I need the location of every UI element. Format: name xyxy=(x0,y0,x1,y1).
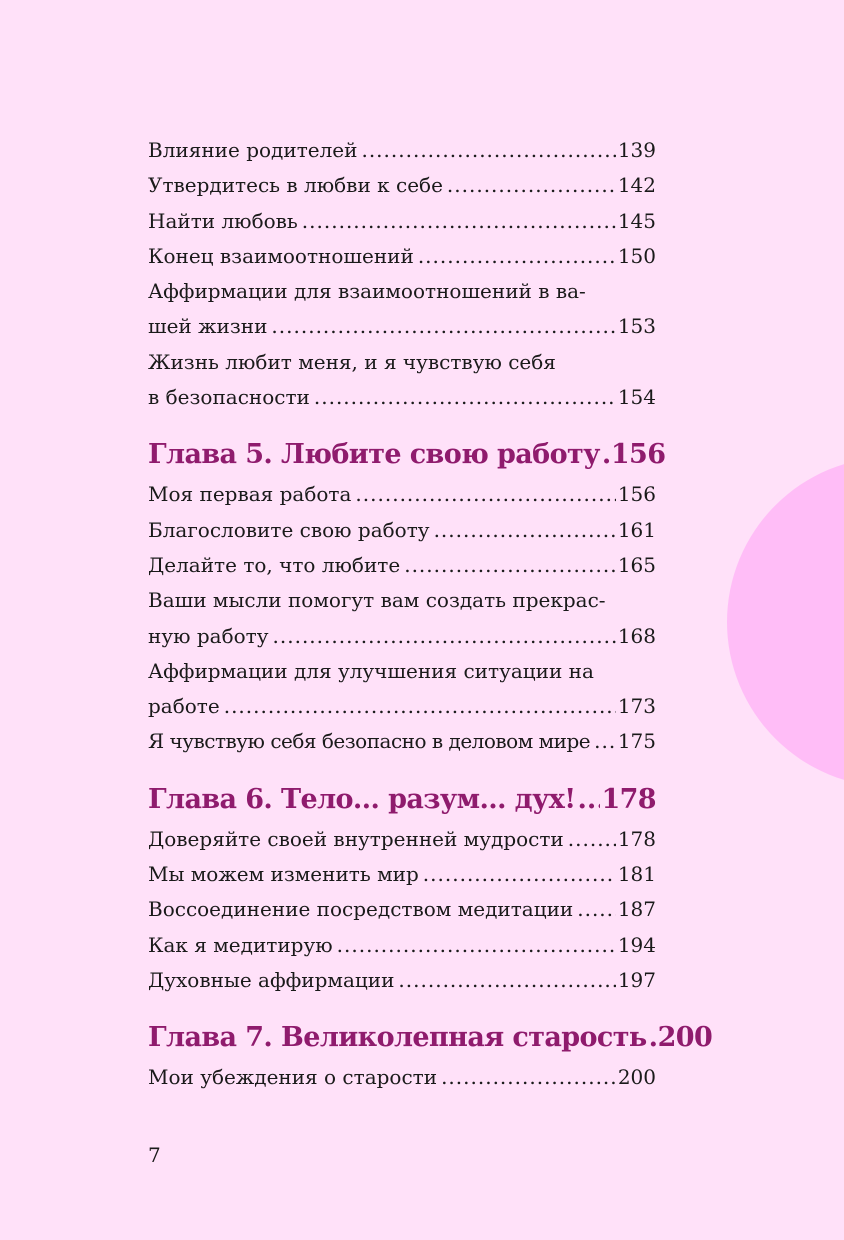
toc-entry-title: работе xyxy=(148,694,220,719)
toc-entry-title: Мы можем изменить мир xyxy=(148,862,419,887)
leader-dots xyxy=(361,133,615,168)
toc-entry-title: Благословите свою работу xyxy=(148,517,430,542)
toc-entry-page: 197 xyxy=(617,967,656,992)
leader-dots xyxy=(602,437,610,473)
toc-entry-title: Конец взаимоотношений xyxy=(148,243,414,268)
leader-dots xyxy=(273,619,616,654)
toc-entry-title: Духовные аффирмации xyxy=(148,967,395,992)
leader-dots xyxy=(398,963,615,998)
leader-dots xyxy=(271,309,615,344)
leader-dots xyxy=(302,204,616,239)
toc-entry-page: 161 xyxy=(617,517,656,542)
toc-entry-page: 200 xyxy=(617,1065,656,1090)
toc-entry[interactable] xyxy=(148,963,656,998)
toc-entry[interactable] xyxy=(148,477,656,512)
toc-entry-page: 187 xyxy=(617,897,656,922)
leader-dots xyxy=(224,689,616,724)
toc-entry-title: Я чувствую себя безопасно в деловом мире xyxy=(148,729,591,754)
toc-entry-title-line: Жизнь любит меня, и я чувствую себя xyxy=(148,349,556,374)
toc-entry-title-line: Аффирмации для улучшения ситуации на xyxy=(148,658,594,683)
toc-entry-page: 194 xyxy=(617,932,656,957)
toc-entry-page: 145 xyxy=(617,208,656,233)
toc-entry-page: 181 xyxy=(617,862,656,887)
leader-dots xyxy=(404,548,616,583)
chapter-heading-5[interactable] xyxy=(148,437,666,473)
toc-entry[interactable] xyxy=(148,724,656,759)
toc-entry-page: 156 xyxy=(617,482,656,507)
toc-entry[interactable] xyxy=(148,822,656,857)
toc-entry-title: Моя первая работа xyxy=(148,482,352,507)
toc-entry[interactable] xyxy=(148,204,656,239)
chapter-heading-7[interactable] xyxy=(148,1020,713,1056)
toc-entry[interactable] xyxy=(148,513,656,548)
toc-entry[interactable] xyxy=(148,928,656,963)
toc-entry-page: 139 xyxy=(617,138,656,162)
toc-entry[interactable] xyxy=(148,239,656,274)
leader-dots xyxy=(355,477,615,512)
decorative-circle xyxy=(727,457,844,787)
toc-entry-page: 142 xyxy=(617,173,656,198)
toc-entry-page: 150 xyxy=(617,243,656,268)
toc-entry-title: Влияние родителей xyxy=(148,138,358,162)
leader-dots xyxy=(577,892,616,927)
toc-entry-page: 178 xyxy=(617,826,656,851)
chapter-heading-6[interactable] xyxy=(148,782,656,818)
chapter-page: 200 xyxy=(657,1022,713,1054)
leader-dots xyxy=(594,724,616,759)
chapter-title: Глава 7. Великолепная старость xyxy=(148,1022,647,1054)
leader-dots xyxy=(337,928,616,963)
toc-entry-title: ную работу xyxy=(148,623,269,648)
chapter-page: 156 xyxy=(610,439,666,471)
leader-dots xyxy=(434,513,616,548)
page-number: 7 xyxy=(148,1143,161,1167)
toc-entry-page: 173 xyxy=(617,694,656,719)
toc-entry[interactable] xyxy=(148,133,656,168)
toc-entry[interactable] xyxy=(148,345,656,416)
toc-entry-title: Мои убеждения о старости xyxy=(148,1065,438,1090)
toc-entry-title: Утвердитесь в любви к себе xyxy=(148,173,443,198)
leader-dots xyxy=(649,1020,657,1056)
toc-entry-page: 175 xyxy=(617,729,656,754)
toc-entry[interactable] xyxy=(148,857,656,892)
toc-entry-title: Воссоединение посредством медитации xyxy=(148,897,574,922)
chapter-page: 178 xyxy=(601,783,656,815)
leader-dots xyxy=(423,857,616,892)
toc-entry[interactable] xyxy=(148,168,656,203)
chapter-title: Глава 6. Тело… разум… дух! xyxy=(148,783,576,815)
toc-entry[interactable] xyxy=(148,583,656,654)
toc-entry-title-line: Ваши мысли помогут вам создать прекрас- xyxy=(148,588,606,613)
leader-dots xyxy=(418,239,616,274)
chapter-title: Глава 5. Любите свою работу xyxy=(148,439,600,471)
toc-entry-title: Делайте то, что любите xyxy=(148,552,401,577)
toc-entry[interactable] xyxy=(148,892,656,927)
leader-dots xyxy=(578,782,601,818)
toc-entry-page: 153 xyxy=(617,314,656,339)
table-of-contents xyxy=(148,133,713,1096)
toc-entry-title: Доверяйте своей внутренней мудрости xyxy=(148,826,564,851)
toc-entry-page: 154 xyxy=(617,385,656,410)
toc-entry-page: 165 xyxy=(617,552,656,577)
toc-entry[interactable] xyxy=(148,654,656,725)
leader-dots xyxy=(314,380,616,415)
toc-entry[interactable] xyxy=(148,274,656,345)
toc-entry-title: шей жизни xyxy=(148,314,268,339)
leader-dots xyxy=(447,168,616,203)
toc-entry-page: 168 xyxy=(617,623,656,648)
toc-entry-title-line: Аффирмации для взаимоотношений в ва- xyxy=(148,279,586,304)
toc-entry[interactable] xyxy=(148,1060,656,1095)
toc-entry-title: в безопасности xyxy=(148,385,310,410)
leader-dots xyxy=(568,822,616,857)
toc-entry-title: Как я медитирую xyxy=(148,932,333,957)
toc-entry-title: Найти любовь xyxy=(148,208,298,233)
toc-entry[interactable] xyxy=(148,548,656,583)
leader-dots xyxy=(441,1060,616,1095)
